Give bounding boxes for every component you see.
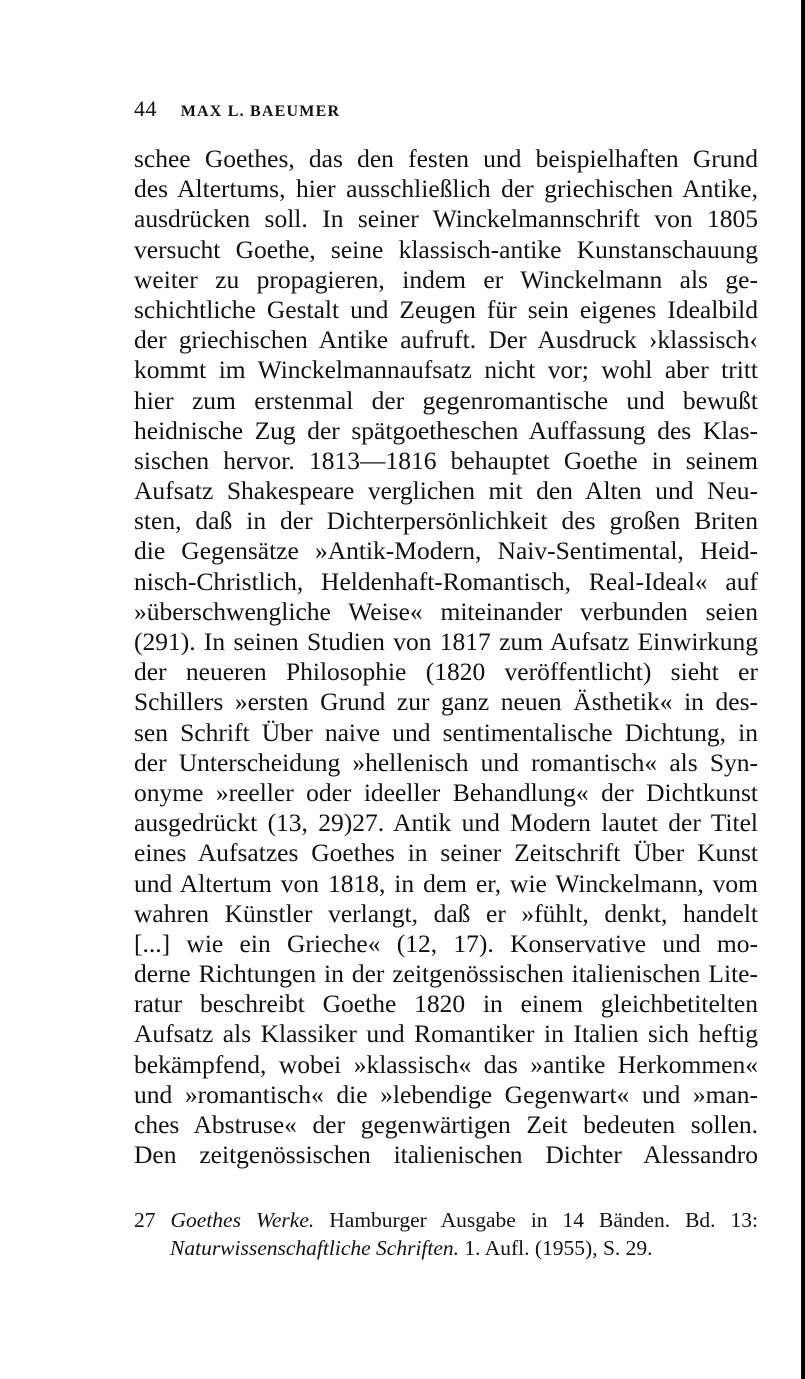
text-line: derne Richtungen in der zeitgenössischen italienischen Lite- xyxy=(134,959,758,989)
text-line: (291). In seinen Studien von 1817 zum Aufsatz Einwirkung xyxy=(134,627,758,656)
footnote-volume-title: Naturwissenschaftliche Schriften. xyxy=(170,1236,460,1260)
text-line: [...] wie ein Grieche« (12, 17). Konservative und mo- xyxy=(134,928,758,958)
footnote-number: 27 xyxy=(134,1208,156,1232)
text-line: kommt im Winckelmannaufsatz nicht vor; wohl aber tritt xyxy=(134,355,758,385)
text-line: nisch-Christlich, Heldenhaft-Romantisch, Real-Ideal« auf xyxy=(134,566,758,596)
text-line: hier zum erstenmal der gegenromantische und bewußt xyxy=(134,385,758,415)
page-number: 44 xyxy=(134,96,157,121)
text-line: weiter zu propagieren, indem er Winckelmann als ge- xyxy=(134,264,758,294)
text-line: der Unterscheidung »hellenisch und romantisch« als Syn- xyxy=(134,747,758,777)
text-line: bekämpfend, wobei »klassisch« das »antike Herkommen« xyxy=(134,1049,758,1079)
text-line: versucht Goethe, seine klassisch-antike Kunstanschauung xyxy=(134,234,758,264)
text-line: ausdrücken soll. In seiner Winckelmannschrift von 1805 xyxy=(134,204,758,234)
text-line: »überschwengliche Weise« miteinander verbunden seien xyxy=(134,596,758,626)
text-line: ches Abstruse« der gegenwärtigen Zeit bedeuten sollen. xyxy=(134,1110,758,1139)
text-line: heidnische Zug der spätgoetheschen Auffassung des Klas- xyxy=(134,415,758,445)
text-line: sten, daß in der Dichterpersönlichkeit des großen Briten xyxy=(134,506,758,536)
footnote-line xyxy=(134,1206,758,1234)
text-line: die Gegensätze »Antik-Modern, Naiv-Sentimental, Heid- xyxy=(134,536,758,566)
scan-edge xyxy=(801,0,805,1379)
text-line: sischen hervor. 1813—1816 behauptet Goethe in seinem xyxy=(134,445,758,475)
text-line: des Altertums, hier ausschließlich der griechischen Antike, xyxy=(134,174,758,204)
text-line: ausgedrückt (13, 29)27. Antik und Modern lautet der Titel xyxy=(134,808,758,838)
text-line: und Altertum von 1818, in dem er, wie Winckelmann, vom xyxy=(134,868,758,898)
text-line: und »romantisch« die »lebendige Gegenwart« und »man- xyxy=(134,1079,758,1109)
text-line: Aufsatz als Klassiker und Romantiker in Italien sich heftig xyxy=(134,1019,758,1049)
footnote-text: 1. Aufl. (1955), S. 29. xyxy=(464,1236,653,1260)
footnote-work-title: Goethes Werke. xyxy=(170,1208,315,1232)
running-header xyxy=(134,96,340,122)
text-line: der griechischen Antike aufruft. Der Ausdruck ›klassisch‹ xyxy=(134,325,758,355)
text-line: Den zeitgenössischen italienischen Dichter Alessandro xyxy=(134,1140,758,1170)
text-line: Aufsatz Shakespeare verglichen mit den Alten und Neu- xyxy=(134,476,758,506)
text-line: der neueren Philosophie (1820 veröffentlicht) sieht er xyxy=(134,657,758,687)
text-line: wahren Künstler verlangt, daß er »fühlt, denkt, handelt xyxy=(134,898,758,928)
running-head-author: MAX L. BAEUMER xyxy=(180,103,341,120)
footnote-line xyxy=(134,1234,758,1262)
footnote-text: Hamburger Ausgabe in 14 Bänden. Bd. 13: xyxy=(329,1208,759,1232)
text-line: eines Aufsatzes Goethes in seiner Zeitschrift Über Kunst xyxy=(134,838,758,868)
body-text xyxy=(134,144,758,1170)
text-line: sen Schrift Über naive und sentimentalische Dichtung, in xyxy=(134,717,758,747)
text-line: onyme »reeller oder ideeller Behandlung« der Dichtkunst xyxy=(134,777,758,807)
text-line: schee Goethes, das den festen und beispielhaften Grund xyxy=(134,144,758,173)
text-line: schichtliche Gestalt und Zeugen für sein eigenes Idealbild xyxy=(134,294,758,324)
text-line: ratur beschreibt Goethe 1820 in einem gleichbetitelten xyxy=(134,989,758,1019)
footnote-27 xyxy=(134,1206,758,1262)
text-line: Schillers »ersten Grund zur ganz neuen Ästhetik« in des- xyxy=(134,687,758,717)
